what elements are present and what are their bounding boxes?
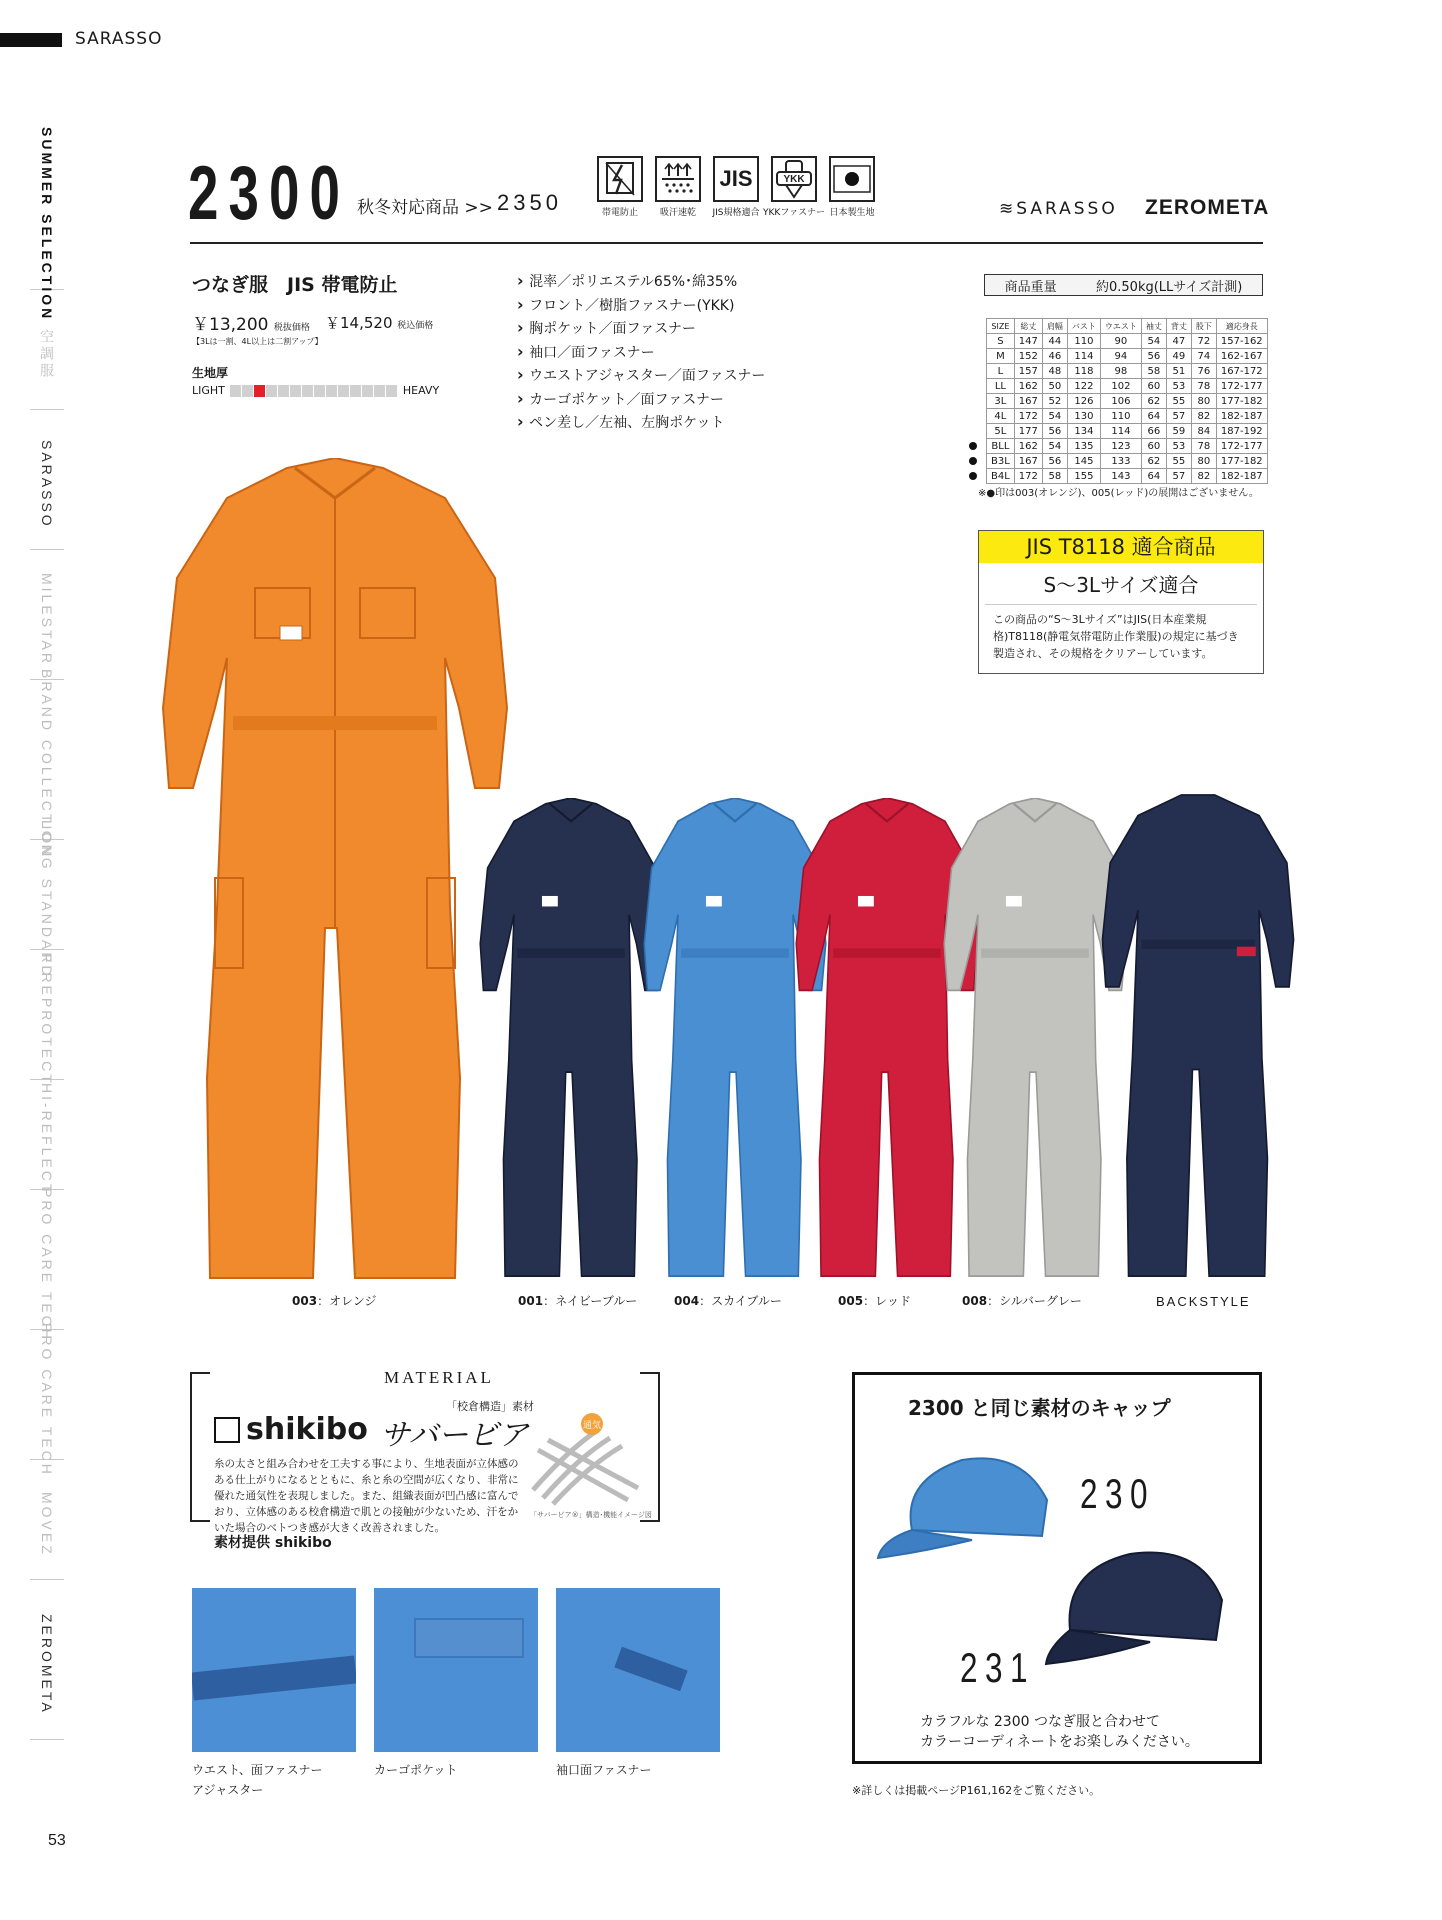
size-table-cell: 177-182: [1216, 454, 1267, 469]
size-table-cell: 4L: [987, 409, 1015, 424]
size-table-cell: 47: [1166, 334, 1191, 349]
thickness-cell: [266, 385, 277, 397]
shikibo-logo: [214, 1412, 368, 1447]
japan-flag-icon: [829, 156, 875, 202]
size-table-cell: 80: [1191, 454, 1216, 469]
size-table-cell: 133: [1100, 454, 1141, 469]
shikibo-text: shikibo: [246, 1412, 368, 1447]
price-tax-label: 税抜価格: [273, 323, 310, 333]
size-table-row: [987, 469, 1268, 484]
feature-label: 帯電防止: [601, 208, 638, 218]
price-tax-label: 税込価格: [397, 321, 434, 331]
diagram-caption: 「サバービア®」構造･機能イメージ図: [530, 1511, 652, 1519]
weight-box: [984, 274, 1263, 296]
thickness-cell: [242, 385, 253, 397]
side-nav-label: BRAND COLLECTION: [39, 669, 55, 860]
side-nav-item[interactable]: [30, 1322, 64, 1477]
size-table-cell: 56: [1042, 424, 1067, 439]
size-table-cell: 82: [1191, 469, 1216, 484]
side-nav-item[interactable]: [30, 300, 64, 410]
divider: [190, 242, 1263, 244]
size-table-cell: 130: [1067, 409, 1100, 424]
spec-item: › カーゴポケット／面ファスナー: [517, 388, 765, 412]
feature-label: 吸汗速乾: [659, 208, 696, 218]
color-label-orange: [292, 1292, 376, 1309]
detail-photo-cuff: [556, 1588, 720, 1752]
size-table-cell: BLL: [987, 439, 1015, 454]
color-label-skyblue: [674, 1292, 782, 1309]
cap-note: ※詳しくは掲載ページP161,162をご覧ください。: [852, 1784, 1101, 1797]
size-table-cell: 110: [1067, 334, 1100, 349]
color-name: ：シルバーグレー: [987, 1294, 1082, 1308]
thickness-cell: [302, 385, 313, 397]
size-table-cell: 152: [1014, 349, 1042, 364]
svg-text:YKK: YKK: [783, 174, 805, 185]
size-table-cell: 102: [1100, 379, 1141, 394]
thickness-cell: [386, 385, 397, 397]
detail-label-line: アジャスター: [192, 1783, 264, 1797]
size-table-header: 袖丈: [1141, 319, 1166, 334]
size-table-cell: 60: [1141, 439, 1166, 454]
thickness-cell: [326, 385, 337, 397]
size-table-cell: 143: [1100, 469, 1141, 484]
color-name: ：スカイブルー: [699, 1294, 782, 1308]
thickness-cell: [350, 385, 361, 397]
price-note: 【3Lは一割、4L以上は二割アップ】: [192, 337, 323, 346]
side-nav-label: SUMMER SELECTION: [39, 127, 55, 322]
size-table-header: SIZE: [987, 319, 1015, 334]
size-table-cell: LL: [987, 379, 1015, 394]
thickness-light-label: LIGHT: [192, 384, 225, 397]
size-table-cell: 56: [1042, 454, 1067, 469]
brand-sarasso-logo: ≋SARASSO: [999, 199, 1118, 219]
size-table-cell: 187-192: [1216, 424, 1267, 439]
material-subtitle: 「校倉構造」素材: [446, 1400, 534, 1413]
size-table-cell: 64: [1141, 409, 1166, 424]
size-table-cell: 49: [1166, 349, 1191, 364]
detail-label-waist: [192, 1760, 322, 1800]
coverall-navy-image: [476, 798, 666, 1282]
size-table-cell: 84: [1191, 424, 1216, 439]
product-number: 2300: [188, 151, 351, 236]
cap-description-line: カラフルな 2300 つなぎ服と合わせて: [920, 1714, 1160, 1730]
cap-231-image: [1040, 1530, 1240, 1670]
color-code: 004: [674, 1294, 700, 1308]
size-table-cell: 172: [1014, 469, 1042, 484]
size-table-cell: 59: [1166, 424, 1191, 439]
side-nav-label: 空調服: [39, 329, 55, 380]
jis-box: [978, 530, 1264, 674]
feature-label: YKKファスナー: [763, 208, 825, 218]
detail-label-line: 袖口面ファスナー: [556, 1763, 652, 1777]
size-table-cell: 50: [1042, 379, 1067, 394]
side-nav-item[interactable]: [30, 669, 64, 860]
size-table-header: 適応身長: [1216, 319, 1267, 334]
size-table-cell: 44: [1042, 334, 1067, 349]
color-label-silvergray: [962, 1292, 1082, 1309]
size-table-row: [987, 379, 1268, 394]
spec-item: › 混率／ポリエステル65%･綿35%: [517, 270, 765, 294]
thickness-label: 生地厚: [192, 366, 229, 380]
size-table-cell: 56: [1141, 349, 1166, 364]
spec-item: › ペン差し／左袖、左胸ポケット: [517, 411, 765, 435]
size-table-cell: 53: [1166, 439, 1191, 454]
size-table-row: [987, 394, 1268, 409]
size-table-header: 股下: [1191, 319, 1216, 334]
size-table-row: [987, 334, 1268, 349]
side-nav-label: SARASSO: [39, 440, 55, 529]
side-nav-label: ZEROMETA: [39, 1614, 55, 1715]
size-table-cell: 48: [1042, 364, 1067, 379]
size-table-row: [987, 439, 1268, 454]
cap-description: [920, 1712, 1199, 1752]
size-table-cell: 58: [1141, 364, 1166, 379]
side-nav-label: LONG STANDARD: [39, 820, 55, 979]
feature-label: 日本製生地: [829, 208, 875, 218]
size-table-cell: 78: [1191, 439, 1216, 454]
product-title: つなぎ服 JIS 帯電防止: [192, 274, 398, 296]
size-table-cell: 114: [1100, 424, 1141, 439]
size-table-cell: 78: [1191, 379, 1216, 394]
side-nav-item[interactable]: [30, 127, 64, 322]
weight-value: 約0.50kg(LLサイズ計測): [1096, 279, 1243, 295]
size-table-cell: 157: [1014, 364, 1042, 379]
size-table-cell: 55: [1166, 394, 1191, 409]
size-table-cell: 54: [1141, 334, 1166, 349]
coverall-orange-image: [155, 458, 515, 1288]
size-table-cell: 90: [1100, 334, 1141, 349]
size-table-cell: B3L: [987, 454, 1015, 469]
price-value: ￥14,520: [325, 314, 393, 332]
related-product-label: 秋冬対応商品 >>: [357, 198, 493, 218]
side-nav-label: MOVEZ: [39, 1492, 55, 1557]
size-table-cell: 145: [1067, 454, 1100, 469]
color-label-red: [838, 1292, 911, 1309]
thickness-cell: [338, 385, 349, 397]
size-table-cell: 162: [1014, 439, 1042, 454]
size-table-cell: 114: [1067, 349, 1100, 364]
size-table-cell: 72: [1191, 334, 1216, 349]
size-table-header: ウエスト: [1100, 319, 1141, 334]
size-table-cell: M: [987, 349, 1015, 364]
size-table-cell: 76: [1191, 364, 1216, 379]
size-table-cell: 57: [1166, 469, 1191, 484]
size-table-cell: 62: [1141, 454, 1166, 469]
side-nav-label: PRO CARE TECH: [39, 1187, 55, 1342]
size-table-cell: 3L: [987, 394, 1015, 409]
color-code: 001: [518, 1294, 544, 1308]
size-table-wrap: [986, 318, 1268, 484]
sweat-absorb-icon: [655, 156, 701, 202]
marker-dot-icon: [969, 442, 977, 450]
size-table-cell: 118: [1067, 364, 1100, 379]
size-table-row: [987, 409, 1268, 424]
detail-label-cargo-pocket: [374, 1760, 457, 1780]
size-table-cell: 135: [1067, 439, 1100, 454]
page-number: 53: [48, 1832, 66, 1849]
side-nav-item[interactable]: [30, 820, 64, 979]
side-nav-label: PRO CARE TECH: [39, 1322, 55, 1477]
size-table-cell: 182-187: [1216, 409, 1267, 424]
color-label-navy: [518, 1292, 637, 1309]
size-table-cell: 157-162: [1216, 334, 1267, 349]
price-value: ￥13,200: [192, 315, 269, 335]
size-table-header: バスト: [1067, 319, 1100, 334]
size-table-cell: 64: [1141, 469, 1166, 484]
detail-label-line: カーゴポケット: [374, 1763, 458, 1777]
diagram-badge: 通気: [582, 1421, 602, 1431]
size-table-cell: 167: [1014, 394, 1042, 409]
size-table-cell: 172-177: [1216, 439, 1267, 454]
size-table-cell: 162-167: [1216, 349, 1267, 364]
size-table-cell: 51: [1166, 364, 1191, 379]
thickness-cell: [254, 385, 265, 397]
cap-box-title: 2300 と同じ素材のキャップ: [908, 1396, 1171, 1420]
thickness-cell: [230, 385, 241, 397]
header-bar: [0, 33, 62, 47]
marker-dot-icon: [969, 472, 977, 480]
color-name: ：ネイビーブルー: [543, 1294, 638, 1308]
size-table-cell: 62: [1141, 394, 1166, 409]
side-nav-label: MILESTAR: [39, 573, 55, 666]
size-table-cell: 53: [1166, 379, 1191, 394]
size-table-cell: 94: [1100, 349, 1141, 364]
size-table-cell: 110: [1100, 409, 1141, 424]
size-table-row: [987, 424, 1268, 439]
brand-zerometa-logo: ZEROMETA: [1145, 196, 1270, 219]
size-table-cell: 60: [1141, 379, 1166, 394]
antistatic-icon: [597, 156, 643, 202]
side-nav-item[interactable]: [30, 1083, 64, 1196]
size-table-cell: 122: [1067, 379, 1100, 394]
spec-list: [517, 270, 765, 435]
jis-subheading: S〜3Lサイズ適合: [1043, 573, 1199, 597]
feature-label: JIS規格適合: [712, 208, 760, 218]
size-table-cell: 57: [1166, 409, 1191, 424]
shikibo-mark-icon: [214, 1417, 240, 1443]
backstyle-label: BACKSTYLE: [1156, 1294, 1251, 1309]
ykk-icon: [771, 156, 817, 202]
size-table-header: 肩幅: [1042, 319, 1067, 334]
thickness-heavy-label: HEAVY: [402, 384, 440, 397]
size-table-cell: S: [987, 334, 1015, 349]
size-table-cell: 55: [1166, 454, 1191, 469]
thickness-cell: [374, 385, 385, 397]
side-nav-item[interactable]: [30, 420, 64, 550]
size-table-cell: B4L: [987, 469, 1015, 484]
cap-231-number: 231: [960, 1644, 1036, 1691]
size-table-cell: 46: [1042, 349, 1067, 364]
fabric-structure-diagram: [528, 1410, 646, 1506]
size-table-cell: 54: [1042, 439, 1067, 454]
spec-item: › フロント／樹脂ファスナー(YKK): [517, 294, 765, 318]
price-excl-tax: [192, 310, 310, 335]
size-table-cell: 147: [1014, 334, 1042, 349]
thickness-cell: [362, 385, 373, 397]
cap-230-number: 230: [1080, 1470, 1156, 1517]
price-incl-tax: [325, 312, 433, 333]
detail-photo-waist: [192, 1588, 356, 1752]
cap-description-line: カラーコーディネートをお楽しみください。: [920, 1734, 1199, 1750]
size-table-cell: 167-172: [1216, 364, 1267, 379]
related-product-number[interactable]: 2350: [497, 190, 562, 215]
spec-item: › ウエストアジャスター／面ファスナー: [517, 364, 765, 388]
size-table-cell: 177-182: [1216, 394, 1267, 409]
size-table-cell: 177: [1014, 424, 1042, 439]
color-name: ：オレンジ: [317, 1294, 377, 1308]
size-table-cell: 126: [1067, 394, 1100, 409]
detail-label-line: ウエスト、面ファスナー: [192, 1763, 323, 1777]
color-name: ：レッド: [863, 1294, 911, 1308]
coverall-backstyle-image: [1098, 792, 1298, 1282]
size-table-cell: 98: [1100, 364, 1141, 379]
thickness-cell: [290, 385, 301, 397]
size-table-cell: 172-177: [1216, 379, 1267, 394]
size-table-cell: 5L: [987, 424, 1015, 439]
thickness-cell: [278, 385, 289, 397]
side-nav-item[interactable]: [30, 1590, 64, 1740]
size-table-row: [987, 349, 1268, 364]
detail-photo-cargo-pocket: [374, 1588, 538, 1752]
jis-heading: JIS T8118 適合商品: [979, 531, 1263, 563]
size-table-cell: 66: [1141, 424, 1166, 439]
side-nav-item[interactable]: [30, 560, 64, 680]
size-table-cell: 172: [1014, 409, 1042, 424]
size-table-note: ※●印は003(オレンジ)、005(レッド)の展開はございません。: [978, 488, 1259, 499]
marker-dot-icon: [969, 457, 977, 465]
thickness-scale: [192, 384, 439, 397]
bracket-left: [190, 1372, 210, 1522]
size-table-header: 総丈: [1014, 319, 1042, 334]
size-table-row: [987, 364, 1268, 379]
size-table-cell: L: [987, 364, 1015, 379]
side-nav-item[interactable]: [30, 953, 64, 1086]
fabric-name-logo: サバービア: [380, 1419, 529, 1452]
size-table-cell: 162: [1014, 379, 1042, 394]
color-code: 008: [962, 1294, 988, 1308]
detail-label-cuff: [556, 1760, 652, 1780]
size-table-cell: 167: [1014, 454, 1042, 469]
side-nav-label: FIREPROTECT: [39, 953, 55, 1086]
side-nav-item[interactable]: [30, 1187, 64, 1342]
material-title: MATERIAL: [384, 1368, 494, 1387]
size-table-header: 背丈: [1166, 319, 1191, 334]
size-table: [986, 318, 1268, 484]
material-credit: 素材提供 shikibo: [214, 1535, 332, 1551]
size-table-cell: 106: [1100, 394, 1141, 409]
header-brand: SARASSO: [75, 29, 163, 49]
weight-label: 商品重量: [1004, 279, 1057, 295]
size-table-cell: 58: [1042, 469, 1067, 484]
color-code: 005: [838, 1294, 864, 1308]
spec-item: › 胸ポケット／面ファスナー: [517, 317, 765, 341]
size-table-cell: 134: [1067, 424, 1100, 439]
size-table-cell: 80: [1191, 394, 1216, 409]
size-table-cell: 123: [1100, 439, 1141, 454]
material-description: 糸の太さと組み合わせを工夫する事により、生地表面が立体感のある仕上がりになるとともに、糸と糸の空間が広くなり、非常に優れた通気性を表現しました。また、組織表面が凹凸感に富んでおり、立体感のある校倉構造で肌との接触が少ないため、汗をかいた場合のベトつき感が大きく改善されました。: [214, 1458, 519, 1534]
size-table-cell: 155: [1067, 469, 1100, 484]
color-code: 003: [292, 1294, 318, 1308]
size-table-cell: 74: [1191, 349, 1216, 364]
spec-item: › 袖口／面ファスナー: [517, 341, 765, 365]
size-table-row: [987, 454, 1268, 469]
side-nav-label: HI-REFLECT: [39, 1083, 55, 1196]
size-table-cell: 52: [1042, 394, 1067, 409]
jis-icon: JIS: [713, 156, 759, 202]
thickness-cells: [230, 385, 398, 397]
side-nav-item[interactable]: [30, 1470, 64, 1580]
size-table-cell: 182-187: [1216, 469, 1267, 484]
size-table-cell: 82: [1191, 409, 1216, 424]
jis-description: この商品の“S〜3Lサイズ”はJIS(日本産業規格)T8118(静電気帯電防止作業服)の規定に基づき製造され、その規格をクリアーしています。: [985, 604, 1257, 668]
size-table-cell: 54: [1042, 409, 1067, 424]
thickness-cell: [314, 385, 325, 397]
